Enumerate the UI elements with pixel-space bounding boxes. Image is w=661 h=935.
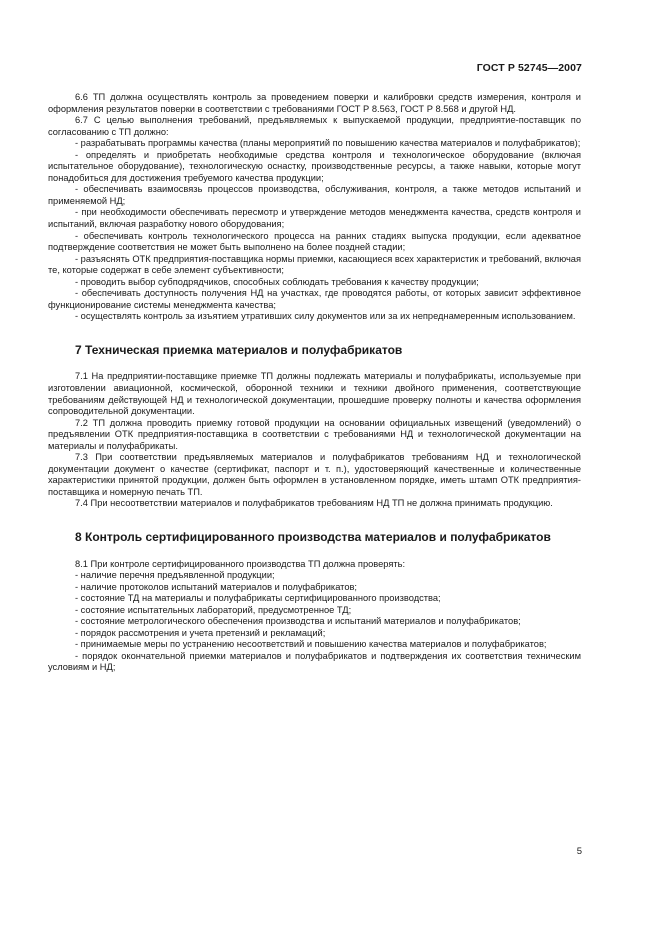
document-code-header: ГОСТ Р 52745—2007 [476, 62, 582, 74]
list-item: - состояние метрологического обеспечения производства и испытаний материалов и полуфабрикатов; [75, 616, 521, 627]
section-8-heading: 8 Контроль сертифицированного производства материалов и полуфабрикатов [75, 530, 551, 544]
list-item: - проводить выбор субподрядчиков, способных соблюдать требования к качеству продукции; [75, 276, 479, 287]
paragraph-7-1: 7.1 На предприятии-поставщике приемке ТП должны подлежать материалы и полуфабрикаты, используемые при изготовлении авиационной, космической, оборонной техники и техники двойного применения, соответствующие требованиям действующей НД и технологической документации, прошедшие проверку полноты и качества оформления сопроводительной документации. [48, 371, 581, 417]
list-item: - разрабатывать программы качества (планы мероприятий по повышению качества материалов и полуфабрикатов); [75, 138, 581, 149]
list-item: - наличие протоколов испытаний материалов и полуфабрикатов; [75, 581, 358, 592]
list-item: - определять и приобретать необходимые средства контроля и технологическое оборудование (включая испытательное оборудование), технологическую оснастку, производственные ресурсы, а также навыки, которые могут понадобиться для достижения требуемого качества продукции; [48, 149, 581, 183]
paragraph-7-4: 7.4 При несоответствии материалов и полуфабрикатов требованиям НД ТП не должна принимать продукцию. [75, 498, 553, 509]
list-item: - порядок рассмотрения и учета претензий и рекламаций; [75, 627, 326, 638]
list-item: - состояние ТД на материалы и полуфабрикаты сертифицированного производства; [75, 593, 441, 604]
list-item: - наличие перечня предъявленной продукции; [75, 570, 275, 581]
list-item: - обеспечивать контроль технологического процесса на ранних стадиях выпуска продукции, если адекватное подтверждение соответствия не может быть выполнено на более поздней стадии; [48, 230, 581, 253]
paragraph-8-1: 8.1 При контроле сертифицированного производства ТП должна проверять: [75, 558, 406, 569]
paragraph-6-6: 6.6 ТП должна осуществлять контроль за проведением поверки и калибровки средств измерения, контроля и оформления результатов поверки в соответствии с требованиями ГОСТ Р 8.563, ГОСТ Р 8.568 и другой НД. [48, 92, 581, 114]
paragraph-7-2: 7.2 ТП должна проводить приемку готовой продукции на основании официальных извещений (уведомлений) о предъявлении ОТК предприятия-поставщика в соответствии с требованиями НД и технологической документации на материалы и полуфабрикаты. [48, 417, 581, 451]
list-item: - обеспечивать доступность получения НД на участках, где проводятся работы, от которых зависит эффективное функционирование системы менеджмента качества; [48, 288, 581, 310]
section-7-heading: 7 Техническая приемка материалов и полуфабрикатов [75, 342, 403, 357]
list-item: - состояние испытательных лабораторий, предусмотренное ТД; [75, 604, 352, 615]
list-item: - принимаемые меры по устранению несоответствий и повышению качества материалов и полуфабрикатов; [75, 639, 547, 650]
paragraph-6-7: 6.7 С целью выполнения требований, предъявляемых к выпускаемой продукции, предприятие-поставщик по согласованию с ТП должно: [48, 115, 581, 137]
list-item: - при необходимости обеспечивать пересмотр и утверждение методов менеджмента качества, средств контроля и испытаний, включая разработку нового оборудования; [48, 207, 581, 230]
paragraph-7-3: 7.3 При соответствии предъявляемых материалов и полуфабрикатов требованиям НД и технологической документации документ о качестве (сертификат, паспорт и т. п.), удостоверяющий качественные и количественные характеристики принятой продукции, должен быть оформлен в установленном порядке, иметь штамп ОТК предприятия-поставщика и номерную печать ТП. [48, 452, 581, 497]
document-body [48, 92, 581, 674]
list-item: - обеспечивать взаимосвязь процессов производства, обслуживания, контроля, а также методов испытаний и применяемой НД; [48, 184, 581, 206]
list-item: - осуществлять контроль за изъятием утративших силу документов или за их непреднамеренным использованием. [75, 311, 576, 322]
list-item: - порядок окончательной приемки материалов и полуфабрикатов и подтверждения их соответствия техническим условиям и НД; [48, 650, 581, 673]
page-number: 5 [576, 846, 582, 857]
list-item: - разъяснять ОТК предприятия-поставщика нормы приемки, касающиеся всех характеристик и требований, включая те, которые содержат в себе элемент субъективности; [48, 253, 582, 276]
